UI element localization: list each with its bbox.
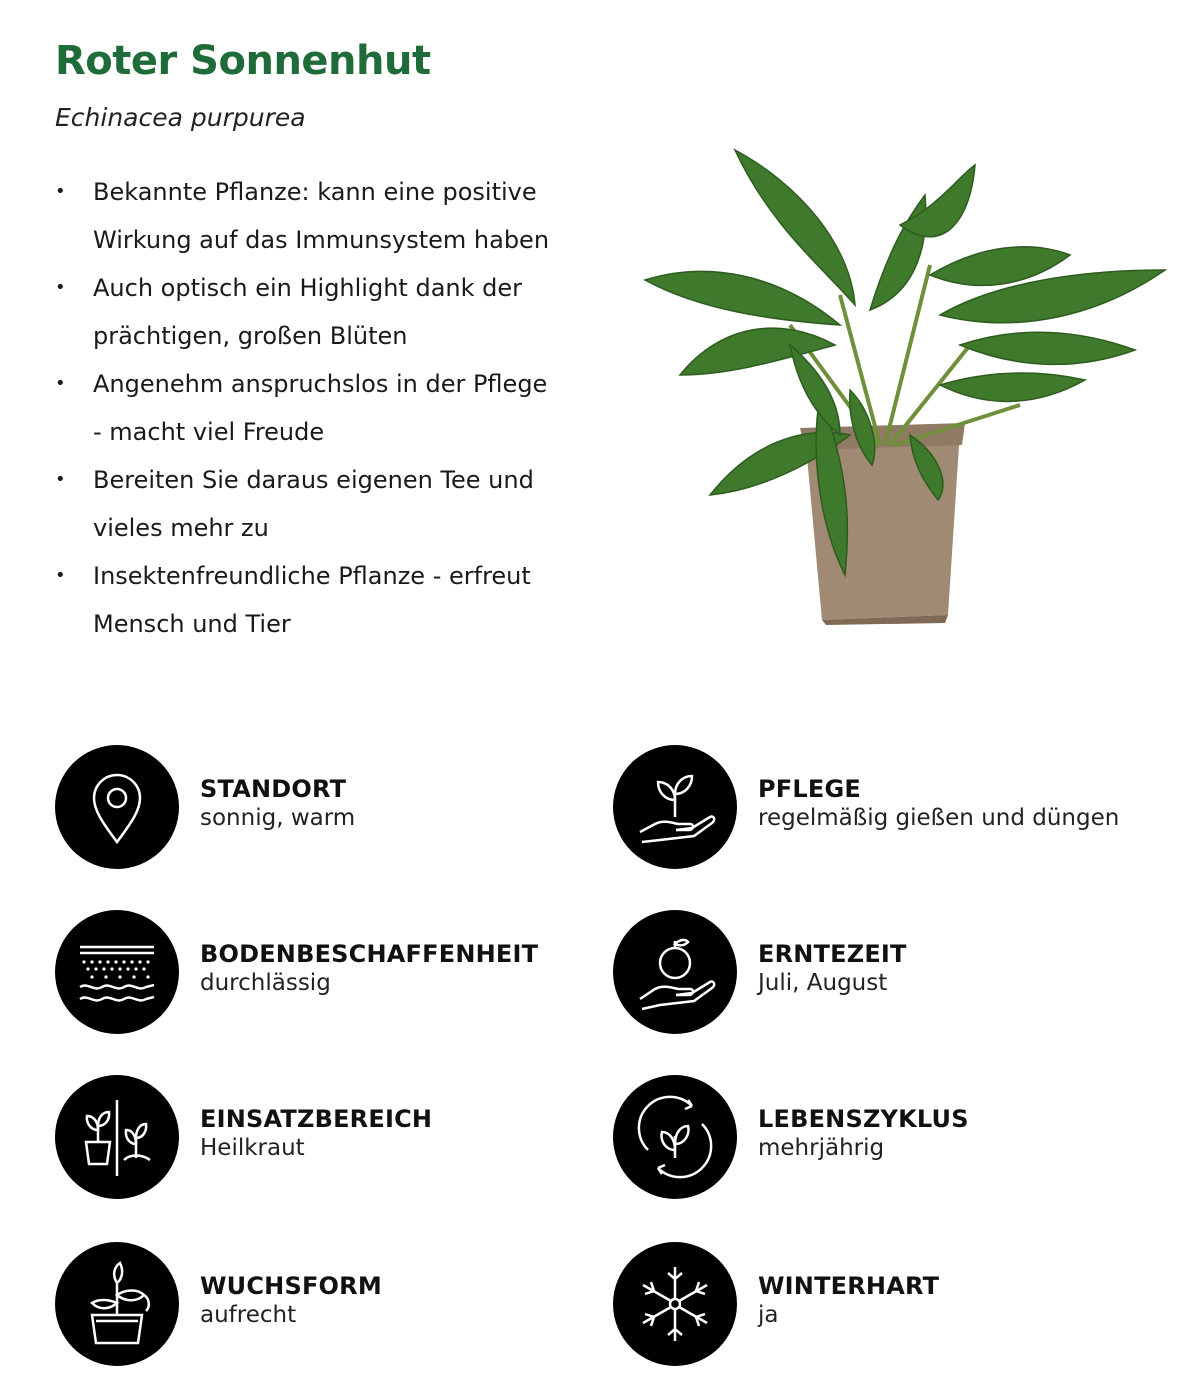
bullet-item bbox=[55, 264, 575, 360]
feature-standort bbox=[55, 745, 595, 875]
soil-layers-icon bbox=[72, 927, 162, 1017]
bullet-item bbox=[55, 360, 575, 456]
bullet-text-line1: Bereiten Sie daraus eigenen Tee und bbox=[93, 466, 534, 494]
feature-label: ERNTEZEIT bbox=[758, 940, 907, 968]
feature-bullet-list bbox=[55, 168, 575, 648]
feature-value: ja bbox=[758, 1302, 779, 1328]
feature-wuchsform bbox=[55, 1242, 595, 1372]
feature-value: regelmäßig gießen und düngen bbox=[758, 805, 1120, 831]
feature-value: mehrjährig bbox=[758, 1135, 885, 1161]
bullet-text-line1: Angenehm anspruchslos in der Pflege bbox=[93, 370, 548, 398]
icon-circle bbox=[55, 910, 179, 1034]
icon-circle bbox=[613, 745, 737, 869]
hand-seedling-icon bbox=[630, 762, 720, 852]
bullet-dot: • bbox=[55, 469, 66, 490]
feature-value: durchlässig bbox=[200, 970, 331, 996]
icon-circle bbox=[55, 745, 179, 869]
bullet-text-line2: vieles mehr zu bbox=[93, 514, 269, 542]
feature-label: LEBENSZYKLUS bbox=[758, 1105, 969, 1133]
page-title: Roter Sonnenhut bbox=[55, 38, 431, 84]
bullet-dot: • bbox=[55, 565, 66, 586]
bullet-text-line1: Auch optisch ein Highlight dank der bbox=[93, 274, 522, 302]
feature-winterhart bbox=[613, 1242, 1153, 1372]
feature-label: BODENBESCHAFFENHEIT bbox=[200, 940, 539, 968]
icon-circle bbox=[55, 1075, 179, 1199]
location-pin-icon bbox=[72, 762, 162, 852]
bullet-item bbox=[55, 456, 575, 552]
feature-erntezeit bbox=[613, 910, 1153, 1040]
latin-name: Echinacea purpurea bbox=[55, 103, 306, 132]
bullet-text-line1: Bekannte Pflanze: kann eine positive bbox=[93, 178, 537, 206]
feature-einsatzbereich bbox=[55, 1075, 595, 1205]
icon-circle bbox=[55, 1242, 179, 1366]
icon-circle bbox=[613, 1075, 737, 1199]
bullet-dot: • bbox=[55, 181, 66, 202]
plant-image bbox=[640, 145, 1170, 635]
potted-echinacea-illustration bbox=[640, 145, 1170, 635]
pot-and-ground-icon bbox=[72, 1092, 162, 1182]
feature-label: PFLEGE bbox=[758, 775, 861, 803]
bullet-text-line1: Insektenfreundliche Pflanze - erfreut bbox=[93, 562, 531, 590]
feature-label: WUCHSFORM bbox=[200, 1272, 382, 1300]
bullet-dot: • bbox=[55, 373, 66, 394]
feature-label: EINSATZBEREICH bbox=[200, 1105, 433, 1133]
feature-pflege bbox=[613, 745, 1153, 875]
feature-label: WINTERHART bbox=[758, 1272, 940, 1300]
feature-value: Heilkraut bbox=[200, 1135, 305, 1161]
bullet-dot: • bbox=[55, 277, 66, 298]
cycle-leaf-icon bbox=[630, 1092, 720, 1182]
bullet-item bbox=[55, 168, 575, 264]
bullet-text-line2: - macht viel Freude bbox=[93, 418, 325, 446]
icon-circle bbox=[613, 1242, 737, 1366]
bullet-text-line2: Wirkung auf das Immunsystem haben bbox=[93, 226, 550, 254]
feature-bodenbeschaffenheit bbox=[55, 910, 595, 1040]
snowflake-icon bbox=[630, 1259, 720, 1349]
feature-value: aufrecht bbox=[200, 1302, 297, 1328]
feature-lebenszyklus bbox=[613, 1075, 1153, 1205]
bullet-text-line2: prächtigen, großen Blüten bbox=[93, 322, 408, 350]
feature-value: Juli, August bbox=[758, 970, 888, 996]
feature-label: STANDORT bbox=[200, 775, 347, 803]
feature-value: sonnig, warm bbox=[200, 805, 356, 831]
hand-fruit-icon bbox=[630, 927, 720, 1017]
potted-plant-icon bbox=[72, 1259, 162, 1349]
bullet-text-line2: Mensch und Tier bbox=[93, 610, 291, 638]
bullet-item bbox=[55, 552, 575, 648]
icon-circle bbox=[613, 910, 737, 1034]
